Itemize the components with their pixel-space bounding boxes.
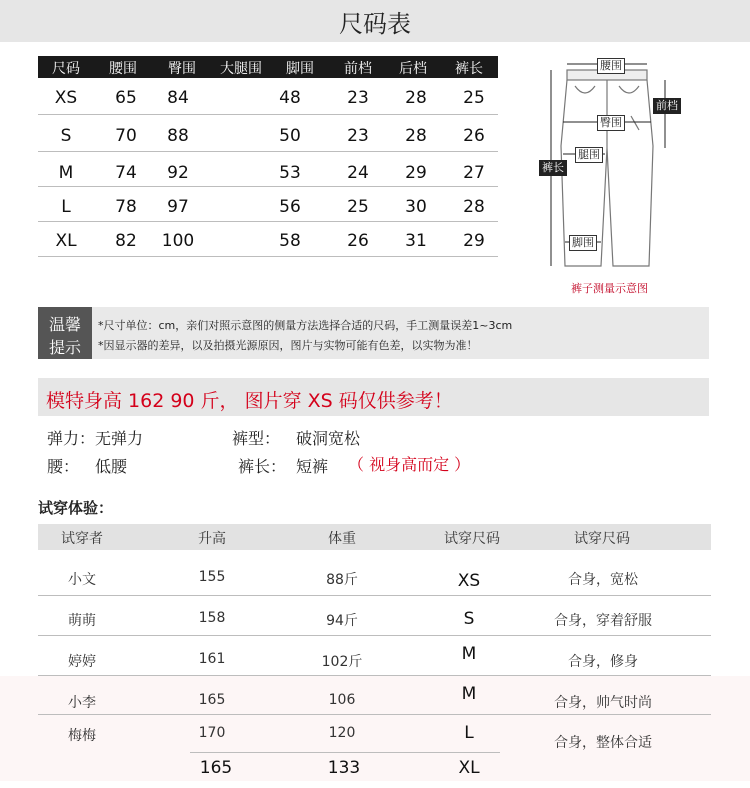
table-cell: 27 [463,163,485,183]
table-cell: 88 [167,126,189,146]
hem-tag: 脚围 [569,235,597,251]
table-cell: 74 [115,163,137,183]
front-rise-tag: 前档 [653,98,681,114]
table-cell: 133 [327,758,361,778]
table-cell: 28 [405,126,427,146]
size-row-m [38,163,498,199]
table-cell: 23 [347,88,369,108]
table-cell: 94斤 [326,613,358,629]
table-cell: 26 [463,126,485,146]
header-front-rise: 前档 [344,61,372,77]
attr-elasticity: 弹力：无弹力 [47,429,144,448]
fitting-title: 试穿体验： [38,499,114,517]
table-cell: 婷婷 [68,654,96,670]
table-cell: 23 [347,126,369,146]
fitting-table-header [38,524,711,550]
table-cell: L [61,197,71,217]
fitting-row [38,604,711,642]
divider [38,151,498,152]
table-cell: 97 [167,197,189,217]
header-thigh: 大腿围 [220,61,262,77]
fitting-row [38,644,711,682]
table-cell: S [60,126,72,146]
page-title: 尺码表 [339,10,411,38]
table-cell: M [58,163,74,183]
length-tag: 裤长 [539,160,567,176]
attr-waist-value: 低腰 [95,457,128,476]
header-fit-size: 试穿尺码 [444,531,500,547]
table-cell: 102斤 [321,654,363,670]
table-cell: 合身，宽松 [568,572,638,588]
table-cell: 25 [463,88,485,108]
size-table-header [38,56,498,78]
table-cell: 165 [199,758,233,778]
table-cell: XS [54,88,78,108]
hip-tag: 臀围 [597,115,625,131]
table-cell: 100 [161,231,195,251]
notice-label-box [38,307,92,359]
thigh-tag: 腿围 [575,147,603,163]
table-cell: 梅梅 [68,728,96,744]
fitting-row [38,722,711,760]
size-row-s [38,126,498,162]
header-hip: 臀围 [168,61,196,77]
attr-length-label: 裤长： [238,457,287,476]
header-waist: 腰围 [109,61,137,77]
table-cell: 170 [198,725,226,741]
header-hem: 脚围 [286,61,314,77]
table-cell: M [461,684,477,704]
fitting-extra-row [38,758,711,788]
notice-label-line2: 提示 [48,338,81,357]
table-cell: 120 [328,725,356,741]
diagram-caption: 裤子测量示意图 [571,282,648,295]
divider [38,635,711,636]
table-cell: M [461,644,477,664]
table-cell: 29 [463,231,485,251]
attr-style-label: 裤型： [232,429,281,448]
table-cell: 53 [279,163,301,183]
table-cell: 小文 [68,572,96,588]
table-cell: 31 [405,231,427,251]
table-cell: XL [55,231,77,251]
table-cell: 25 [347,197,369,217]
table-cell: 82 [115,231,137,251]
header-height: 升高 [198,531,226,547]
table-cell: XL [458,758,480,778]
table-cell: 155 [198,569,226,585]
divider [38,186,498,187]
fitting-row [38,684,711,722]
size-row-l [38,197,498,233]
header-length: 裤长 [455,61,483,77]
table-cell: S [463,609,475,629]
table-cell: 28 [405,88,427,108]
table-cell: 56 [279,197,301,217]
table-cell: 萌萌 [68,613,96,629]
pants-diagram [535,56,685,276]
table-cell: 小李 [68,695,96,711]
table-cell: 30 [405,197,427,217]
table-cell: 158 [198,610,226,626]
table-cell: 84 [167,88,189,108]
table-cell: 29 [405,163,427,183]
header-weight: 体重 [328,531,356,547]
table-cell: 88斤 [326,572,358,588]
notice-line-1: *尺寸单位：cm，亲们对照示意图的侧量方法选择合适的尺码，手工测量误差1~3cm [98,319,513,332]
size-row-xl [38,231,498,267]
attr-length-value: 短裤 [296,457,329,476]
fitting-row [38,564,711,602]
table-cell: XS [457,571,481,591]
table-cell: 165 [198,692,226,708]
table-cell: 26 [347,231,369,251]
table-cell: 50 [279,126,301,146]
table-cell: 65 [115,88,137,108]
table-cell: 合身，帅气时尚 [554,695,652,711]
table-cell: L [464,723,474,743]
divider [38,114,498,115]
table-cell: 合身，修身 [568,654,638,670]
header-size: 尺码 [52,61,80,77]
attr-length-note: （ 视身高而定 ） [348,455,471,474]
header-fit-result: 试穿尺码 [574,531,630,547]
table-cell: 106 [328,692,356,708]
attr-style-value: 破洞宽松 [296,429,361,448]
table-cell: 48 [279,88,301,108]
header-back-rise: 后档 [399,61,427,77]
divider [190,752,500,753]
size-row-xs [38,88,498,124]
table-cell: 70 [115,126,137,146]
table-cell: 28 [463,197,485,217]
table-cell: 合身，整体合适 [554,735,652,751]
divider [38,221,498,222]
table-cell: 161 [198,651,226,667]
divider [38,675,711,676]
table-cell: 24 [347,163,369,183]
divider [38,256,498,257]
divider [38,595,711,596]
attr-waist-label: 腰： [47,457,80,476]
notice-line-2: *因显示器的差异，以及拍摄光源原因，图片与实物可能有色差，以实物为准！ [98,339,478,352]
divider [38,714,711,715]
model-info: 模特身高 162 90 斤， 图片穿 XS 码仅供参考！ [46,390,453,412]
table-cell: 92 [167,163,189,183]
waist-tag: 腰围 [597,58,625,74]
table-cell: 78 [115,197,137,217]
notice-label-line1: 温馨 [48,315,81,334]
header-tester: 试穿者 [61,531,103,547]
table-cell: 58 [279,231,301,251]
table-cell: 合身，穿着舒服 [554,613,652,629]
